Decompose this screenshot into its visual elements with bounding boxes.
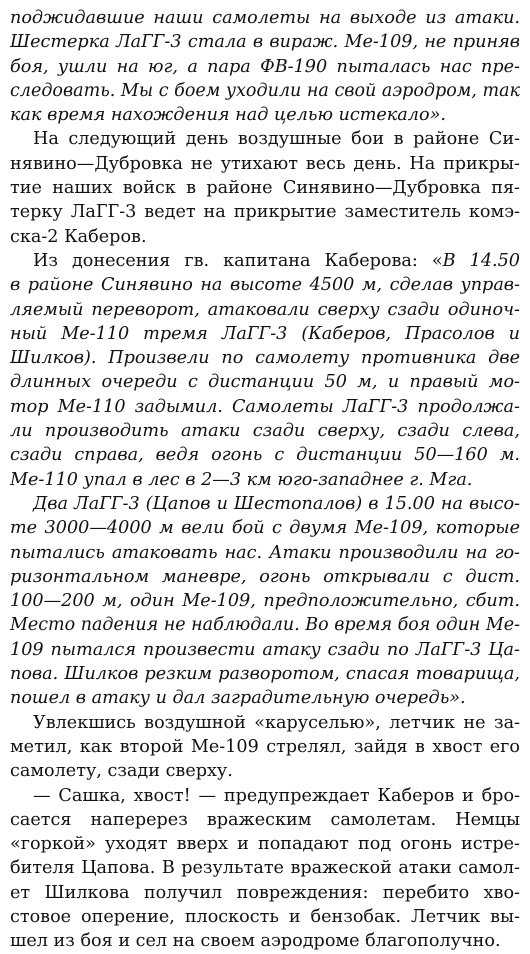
text-line-content: сается наперерез вражеским самолетам. Немцы [10,809,520,830]
text-line-content: Увлекшись воздушной «каруселью», летчик не за- [33,712,520,733]
text-line-content: тор Ме-110 задымил. Самолеты ЛаГГ-3 продолжа- [10,396,520,417]
text-line [10,273,520,297]
text-line [10,103,520,127]
text-line-content: в районе Синявино на высоте 4500 м, сделав управ- [10,275,520,296]
text-line-content: тие наших войск в районе Синявино—Дубровка пя- [10,178,520,199]
text-line-content: сзади справа, ведя огонь с дистанции 50—160 м. [10,445,520,466]
text-line-content: ет Шилкова получил повреждения: перебито хво- [10,882,520,903]
text-line-content: бителя Цапова. В результате вражеской атаки самол- [10,858,520,879]
text-line-content: ризонтальном маневре, огонь открывали с дист. [10,566,520,587]
text-line-content: Шилков). Произвели по самолету противника две [10,348,520,369]
text-line [10,759,520,783]
text-line [10,152,520,176]
text-line [10,30,520,54]
text-line [10,808,520,832]
text-line-content: Место падения не наблюдали. Во время боя один Ме- [10,615,521,636]
text-line [10,395,520,419]
text-line-content: длинных очереди с дистанции 50 м, и правый мо- [10,372,520,393]
text-line-content: поджидавшие наши самолеты на выходе из атаки. [10,8,520,28]
text-line [10,589,520,613]
text-line-content: Ме-110 упал в лес в 2—3 км юго-западнее г. Мга. [10,469,473,490]
text-line [10,784,520,808]
text-line [10,686,520,710]
text-line [10,443,520,467]
text-line [10,298,520,322]
text-line [10,322,520,346]
text-line-content: терку ЛаГГ-3 ведет на прикрытие заместитель комэ- [10,202,520,223]
text-line [10,613,520,637]
text-line-italic-part: В 14.50 [442,250,520,271]
text-line-content: следовать. Мы с боем уходили на свой аэродром, так [10,80,520,101]
text-line-content: На следующий день воздушные бои в районе Си- [33,129,520,150]
text-line [10,200,520,224]
text-line-content: Шестерка ЛаГГ-3 стала в вираж. Ме-109, не приняв [10,32,520,53]
text-line-content: шел из боя и сел на своем аэродроме благополучно. [10,931,501,952]
text-line-content: метил, как второй Ме-109 стрелял, зайдя в хвост его [10,736,520,757]
text-line-content: — Сашка, хвост! — предупреждает Каберов и бро- [33,785,520,806]
text-line [10,929,520,953]
text-line [10,905,520,929]
text-line-content: 100—200 м, один Ме-109, предположительно, сбит. [10,591,520,612]
text-line [10,711,520,735]
text-line [10,468,520,492]
text-line-content: те 3000—4000 м вели бой с двумя Ме-109, которые [10,518,520,539]
text-line [10,249,520,273]
text-line [10,541,520,565]
text-line [10,638,520,662]
text-line-roman-part: Из донесения гв. капитана Каберова: « [33,250,443,271]
text-line-content: боя, ушли на юг, а пара ФВ-190 пыталась нас пре- [10,56,520,77]
text-line [10,856,520,880]
text-line [10,565,520,589]
text-line [10,176,520,200]
text-line-content: как время нахождения над целью истекало». [10,105,446,126]
text-line [10,127,520,151]
text-line-content: ска-2 Каберов. [10,226,147,247]
text-line [10,6,520,30]
text-line-content: пытались атаковать нас. Атаки производили на го- [10,542,520,563]
text-line-content: Два ЛаГГ-3 (Цапов и Шестопалов) в 15.00 на высо- [33,493,520,514]
text-line [10,346,520,370]
text-line [10,419,520,443]
text-line [10,225,520,249]
text-line [10,370,520,394]
text-line-content: ляемый переворот, атаковали сверху сзади одиноч- [10,299,520,320]
text-line [10,79,520,103]
text-line [10,662,520,686]
text-line-content: пова. Шилков резким разворотом, спасая товарища, [10,664,520,685]
text-line [10,832,520,856]
text-line [10,55,520,79]
book-page [10,6,520,954]
text-line [10,881,520,905]
text-line-content: ли производить атаки сзади сверху, сзади слева, [10,421,520,442]
text-line-content: 109 пытался произвести атаку сзади по ЛаГГ-3 Ца- [10,639,520,660]
text-line [10,492,520,516]
text-line-content: пошел в атаку и дал заградительную очередь». [10,688,466,709]
text-line-content: ный Ме-110 тремя ЛаГГ-3 (Каберов, Прасолов и [10,323,520,344]
text-line-content: стовое оперение, плоскость и бензобак. Летчик вы- [10,906,520,927]
text-line [10,735,520,759]
text-line [10,516,520,540]
text-line-content: «горкой» уходят вверх и попадают под огонь истре- [10,834,520,855]
text-line-content: нявино—Дубровка не утихают весь день. На прикры- [10,153,520,174]
text-line-content: самолету, сзади сверху. [10,761,233,782]
